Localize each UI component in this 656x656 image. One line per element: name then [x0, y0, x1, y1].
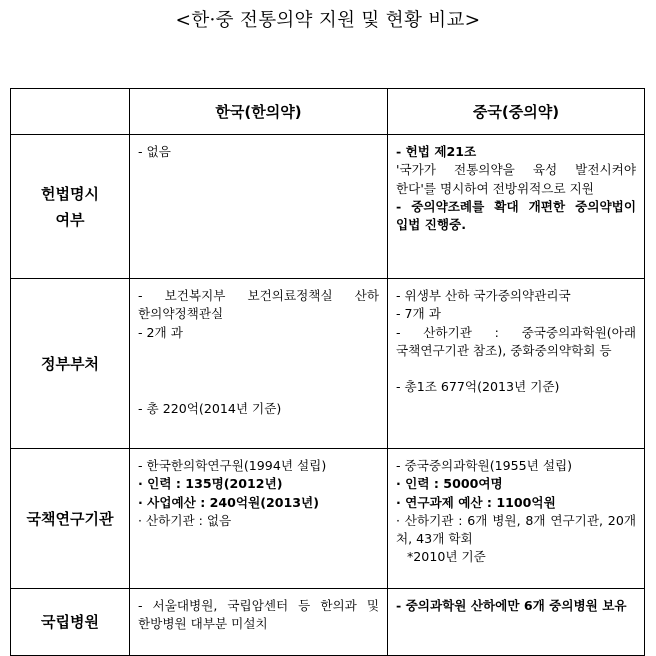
- cell-text: - 중국중의과학원(1955년 설립): [396, 458, 573, 473]
- cell-text: · 사업예산 : 240억원(2013년): [138, 494, 319, 510]
- table-header-row: [11, 89, 645, 135]
- cell-text: - 한국한의학연구원(1994년 설립): [138, 458, 327, 473]
- cell-text: - 중의약조례를 확대 개편한 중의약법이 입법 진행중.: [396, 198, 636, 233]
- cell-text: '국가가 전통의약을 육성 발전시켜야 한다'를 명시하여 전방위적으로 지원: [396, 162, 636, 196]
- row-label-research: [11, 449, 130, 589]
- cell-text: - 보건복지부 보건의료정책실 산하 한의약정책관실: [138, 288, 379, 322]
- cell-text: - 위생부 산하 국가중의약관리국: [396, 288, 571, 303]
- china-constitution-cell: [388, 135, 645, 279]
- cell-text: · 산하기관 : 없음: [138, 512, 232, 528]
- china-research-cell: [388, 449, 645, 589]
- cell-text: - 중의과학원 산하에만 6개 중의병원 보유: [396, 598, 627, 613]
- cell-text: - 2개 과: [138, 324, 183, 340]
- korea-research-cell: [130, 449, 388, 589]
- cell-text: - 없음: [138, 144, 171, 159]
- table-row-hospital: [11, 589, 645, 656]
- row-label-ministry: [11, 279, 130, 449]
- header-korea: 한국(한의약): [130, 89, 388, 135]
- cell-text: - 헌법 제21조: [396, 144, 477, 159]
- table-row-ministry: [11, 279, 645, 449]
- cell-text: - 산하기관 : 중국중의과학원(아래 국책연구기관 참조), 중화중의약학회 등: [396, 324, 636, 358]
- cell-text: - 7개 과: [396, 306, 441, 322]
- row-label-line: 헌법명시: [41, 184, 99, 203]
- header-empty-cell: [11, 89, 130, 135]
- cell-text: · 인력 : 135명(2012년): [138, 476, 283, 492]
- korea-hospital-cell: [130, 589, 388, 656]
- cell-total: - 총1조 677억(2013년 기준): [396, 379, 560, 395]
- row-label-line: 국립병원: [41, 613, 99, 631]
- korea-constitution-cell: [130, 135, 388, 279]
- row-label-line: 정부부처: [41, 354, 99, 373]
- row-label-line: 국책연구기관: [26, 509, 114, 528]
- cell-text: · 산하기관 : 6개 병원, 8개 연구기관, 20개 처, 43개 학회: [396, 512, 636, 547]
- row-label-constitution: [11, 135, 130, 279]
- table-row-research: [11, 449, 645, 589]
- cell-total: - 총 220억(2014년 기준): [138, 400, 282, 416]
- cell-note: *2010년 기준: [407, 549, 486, 565]
- cell-text: · 연구과제 예산 : 1100억원: [396, 494, 556, 510]
- comparison-table: [10, 88, 645, 656]
- cell-text: · 인력 : 5000여명: [396, 476, 503, 492]
- china-ministry-cell: [388, 279, 645, 449]
- document-title: <한·중 전통의약 지원 및 현황 비교>: [175, 10, 481, 31]
- cell-text: - 서울대병원, 국립암센터 등 한의과 및 한방병원 대부분 미설치: [138, 598, 379, 632]
- china-hospital-cell: [388, 589, 645, 656]
- table-row-constitution: [11, 135, 645, 279]
- header-china: 중국(중의약): [388, 89, 645, 135]
- korea-ministry-cell: [130, 279, 388, 449]
- row-label-line: 여부: [55, 210, 85, 229]
- row-label-hospital: [11, 589, 130, 656]
